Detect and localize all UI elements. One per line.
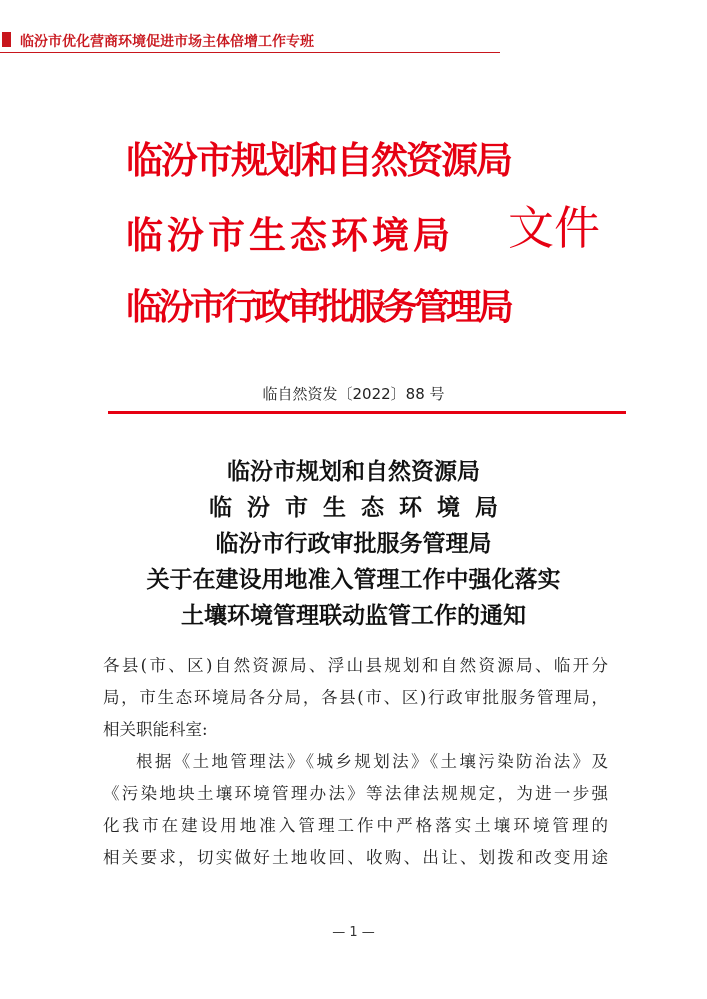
- body-paragraph: [103, 746, 608, 874]
- title-line-4: 关于在建设用地准入管理工作中强化落实: [146, 566, 561, 593]
- red-separator-line: [108, 411, 626, 414]
- addressee-line-2: 局，市生态环境局各分局，各县(市、区)行政审批服务管理局，: [103, 688, 608, 707]
- page-number: — 1 —: [332, 925, 375, 940]
- issuer-2: 临汾市生态环境局: [126, 214, 454, 257]
- document-label: 文件: [508, 201, 600, 255]
- issuer-3: 临汾市行政审批服务管理局: [126, 287, 511, 328]
- doc-number: 临自然资发〔2022〕88 号: [262, 385, 445, 403]
- paragraph-line-1: 根据《土地管理法》《城乡规划法》《土壤污染防治法》及: [136, 752, 608, 771]
- paragraph-line-2: 《污染地块土壤环境管理办法》等法律法规规定，为进一步强: [103, 784, 608, 803]
- addressee: [103, 650, 608, 746]
- addressee-line-3: 相关职能科室:: [103, 720, 208, 739]
- addressee-line-1: 各县(市、区)自然资源局、浮山县规划和自然资源局、临开分: [103, 656, 608, 675]
- paragraph-line-3: 化我市在建设用地准入管理工作中严格落实土壤环境管理的: [103, 816, 608, 835]
- paragraph-line-4: 相关要求，切实做好土地收回、收购、出让、划拨和改变用途: [103, 848, 608, 867]
- title-line-3: 临汾市行政审批服务管理局: [215, 530, 492, 557]
- title-line-2: 临汾市生态环境局: [209, 494, 513, 521]
- header-bar: [0, 30, 500, 53]
- issuer-1: 临汾市规划和自然资源局: [126, 139, 511, 182]
- title-line-1: 临汾市规划和自然资源局: [227, 458, 480, 485]
- title-line-5: 土壤环境管理联动监管工作的通知: [181, 602, 526, 629]
- header-text: 临汾市优化营商环境促进市场主体倍增工作专班: [20, 34, 314, 50]
- header-red-mark: [2, 32, 11, 47]
- document-title: [0, 454, 707, 634]
